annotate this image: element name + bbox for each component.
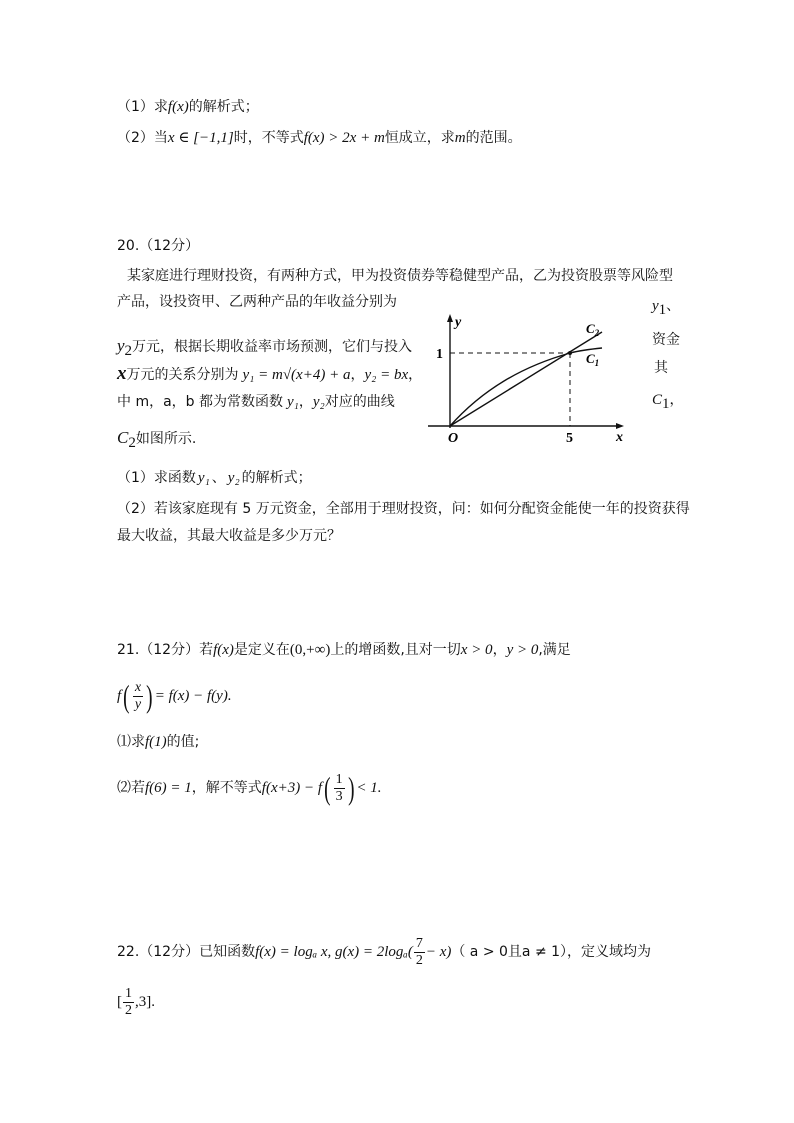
q21-stem: 21.（12分）若f(x)是定义在(0,+∞)上的增函数,且对一切x > 0，y > 0,满足	[117, 642, 571, 658]
graph-tick-y-label: 1	[436, 347, 443, 362]
q22-stem: 22.（12分）已知函数f(x) = logₐ x, g(x) = 2logₐ( $\frac{7}{2}$ − x)（ a > 0且a ≠ 1），定义域均为	[117, 935, 652, 968]
graph-curve-c1	[450, 348, 602, 426]
graph-x-label: x	[616, 430, 623, 445]
graph-origin-label: O	[448, 431, 459, 446]
q19-part2: （2）当x ∈ [−1,1]时，不等式f(x) > 2x + m恒成立，求m的范围。	[117, 130, 522, 146]
q20-header: 20.（12分）	[117, 238, 200, 254]
q20-investment-graph	[424, 310, 634, 450]
q20-line6: $C_2$如图所示.	[117, 428, 197, 451]
q20-line5: 中 m，a，b 都为常数函数 y₁，y₂对应的曲线	[117, 394, 395, 410]
q22-domain: [ $\frac{1}{2}$ ,3].	[117, 985, 155, 1018]
q20-line4: x万元的关系分别为 y₁ = m√(x+4) + a，y₂ = bx，	[117, 363, 423, 384]
q20-part2-line1: （2）若该家庭现有 5 万元资金，全部用于理财投资，问：如何分配资金能使一年的投资获得	[117, 501, 690, 517]
graph-intersection-point	[568, 351, 572, 355]
q19-part1: （1）求f(x)的解析式；	[117, 99, 259, 115]
q21-part2: ⑵若f(6) = 1，解不等式f(x+3) − f( $\frac{1}{3}$ ) < 1.	[117, 770, 382, 806]
q20-part1: （1）求函数 y₁ 、 y₂ 的解析式；	[117, 470, 312, 486]
graph-y-label: y	[455, 315, 462, 330]
q20-right-capital: 资金	[652, 332, 680, 348]
q21-part1: ⑴求f(1)的值;	[117, 734, 200, 750]
graph-c1-label: $C_1$	[586, 351, 600, 368]
graph-y-arrow	[447, 314, 453, 322]
q20-right-y1: $y_1$、	[652, 298, 681, 318]
q20-line3: $y_2$万元，根据长期收益率市场预测，它们与投入	[117, 336, 413, 359]
graph-c2-label: $C_2$	[586, 321, 600, 338]
graph-curve-c2	[450, 332, 602, 426]
q20-part2-line2: 最大收益，其最大收益是多少万元？	[117, 528, 341, 544]
q21-functional-equation: f( $\frac{x}{y}$ ) = f(x) − f(y).	[117, 678, 232, 714]
graph-tick-x-label: 5	[566, 431, 573, 446]
q20-right-c1: $C_1$，	[652, 392, 684, 412]
graph-x-arrow	[616, 423, 624, 429]
q20-line2: 产品，设投资甲、乙两种产品的年收益分别为	[117, 294, 397, 310]
q20-right-qi: 其	[654, 360, 668, 376]
q20-line1: 某家庭进行理财投资，有两种方式，甲为投资债券等稳健型产品，乙为投资股票等风险型	[127, 268, 673, 284]
